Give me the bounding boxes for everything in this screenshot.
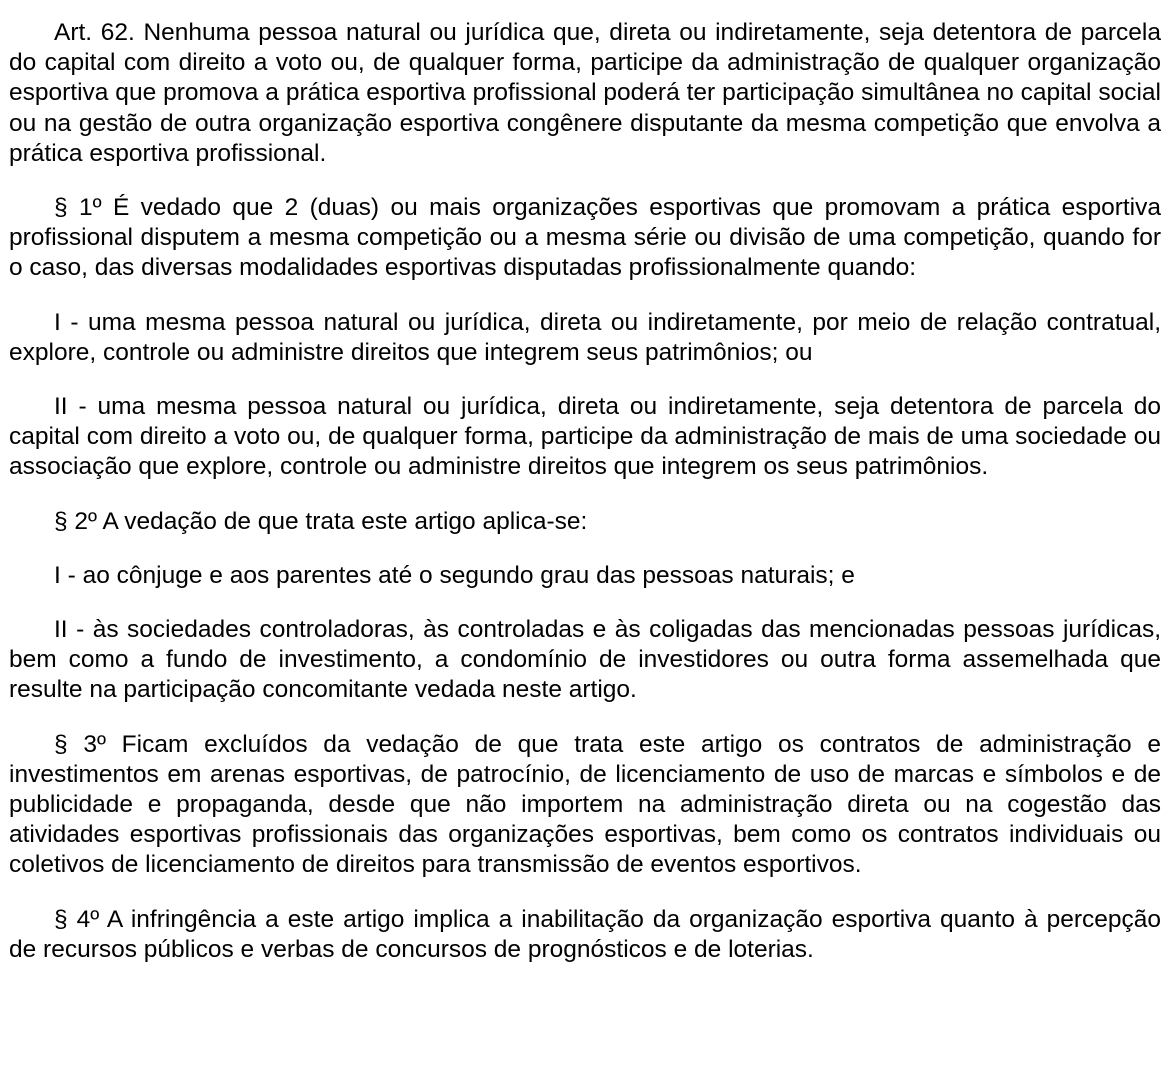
art-62-caput: Art. 62. Nenhuma pessoa natural ou jurídica que, direta ou indiretamente, seja detentora de parcela do capital com direito a voto ou, de qualquer forma, participe da administração de qualquer organização esportiva que promova a prática esportiva profissional poderá ter participação simultânea no capital social ou na gestão de outra organização esportiva congênere disputante da mesma competição que envolva a prática esportiva profissional. <box>9 19 1161 167</box>
paragrafo-1-inciso-ii: II - uma mesma pessoa natural ou jurídica, direta ou indiretamente, seja detentora de parcela do capital com direito a voto ou, de qualquer forma, participe da administração de mais de uma sociedade ou associação que explore, controle ou administre direitos que integrem os seus patrimônios. <box>9 393 1161 481</box>
paragrafo-2: § 2º A vedação de que trata este artigo aplica-se: <box>54 507 588 535</box>
paragrafo-2-inciso-i: I - ao cônjuge e aos parentes até o segundo grau das pessoas naturais; e <box>54 561 855 589</box>
paragrafo-1: § 1º É vedado que 2 (duas) ou mais organizações esportivas que promovam a prática esportiva profissional disputem a mesma competição ou a mesma série ou divisão de uma competição, quando for o caso, das diversas modalidades esportivas disputadas profissionalmente quando: <box>9 194 1161 282</box>
paragrafo-4: § 4º A infringência a este artigo implica a inabilitação da organização esportiva quanto à percepção de recursos públicos e verbas de concursos de prognósticos e de loterias. <box>9 905 1161 963</box>
paragrafo-2-inciso-ii: II - às sociedades controladoras, às controladas e às coligadas das mencionadas pessoas jurídicas, bem como a fundo de investimento, a condomínio de investidores ou outra forma assemelhada que resulte na participação concomitante vedada neste artigo. <box>9 616 1161 704</box>
paragrafo-3: § 3º Ficam excluídos da vedação de que trata este artigo os contratos de administração e investimentos em arenas esportivas, de patrocínio, de licenciamento de uso de marcas e símbolos e de publicidade e propaganda, desde que não importem na administração direta ou na cogestão das atividades esportivas profissionais das organizações esportivas, bem como os contratos individuais ou coletivos de licenciamento de direitos para transmissão de eventos esportivos. <box>9 730 1161 879</box>
paragrafo-1-inciso-i: I - uma mesma pessoa natural ou jurídica, direta ou indiretamente, por meio de relação contratual, explore, controle ou administre direitos que integrem seus patrimônios; ou <box>9 308 1161 366</box>
